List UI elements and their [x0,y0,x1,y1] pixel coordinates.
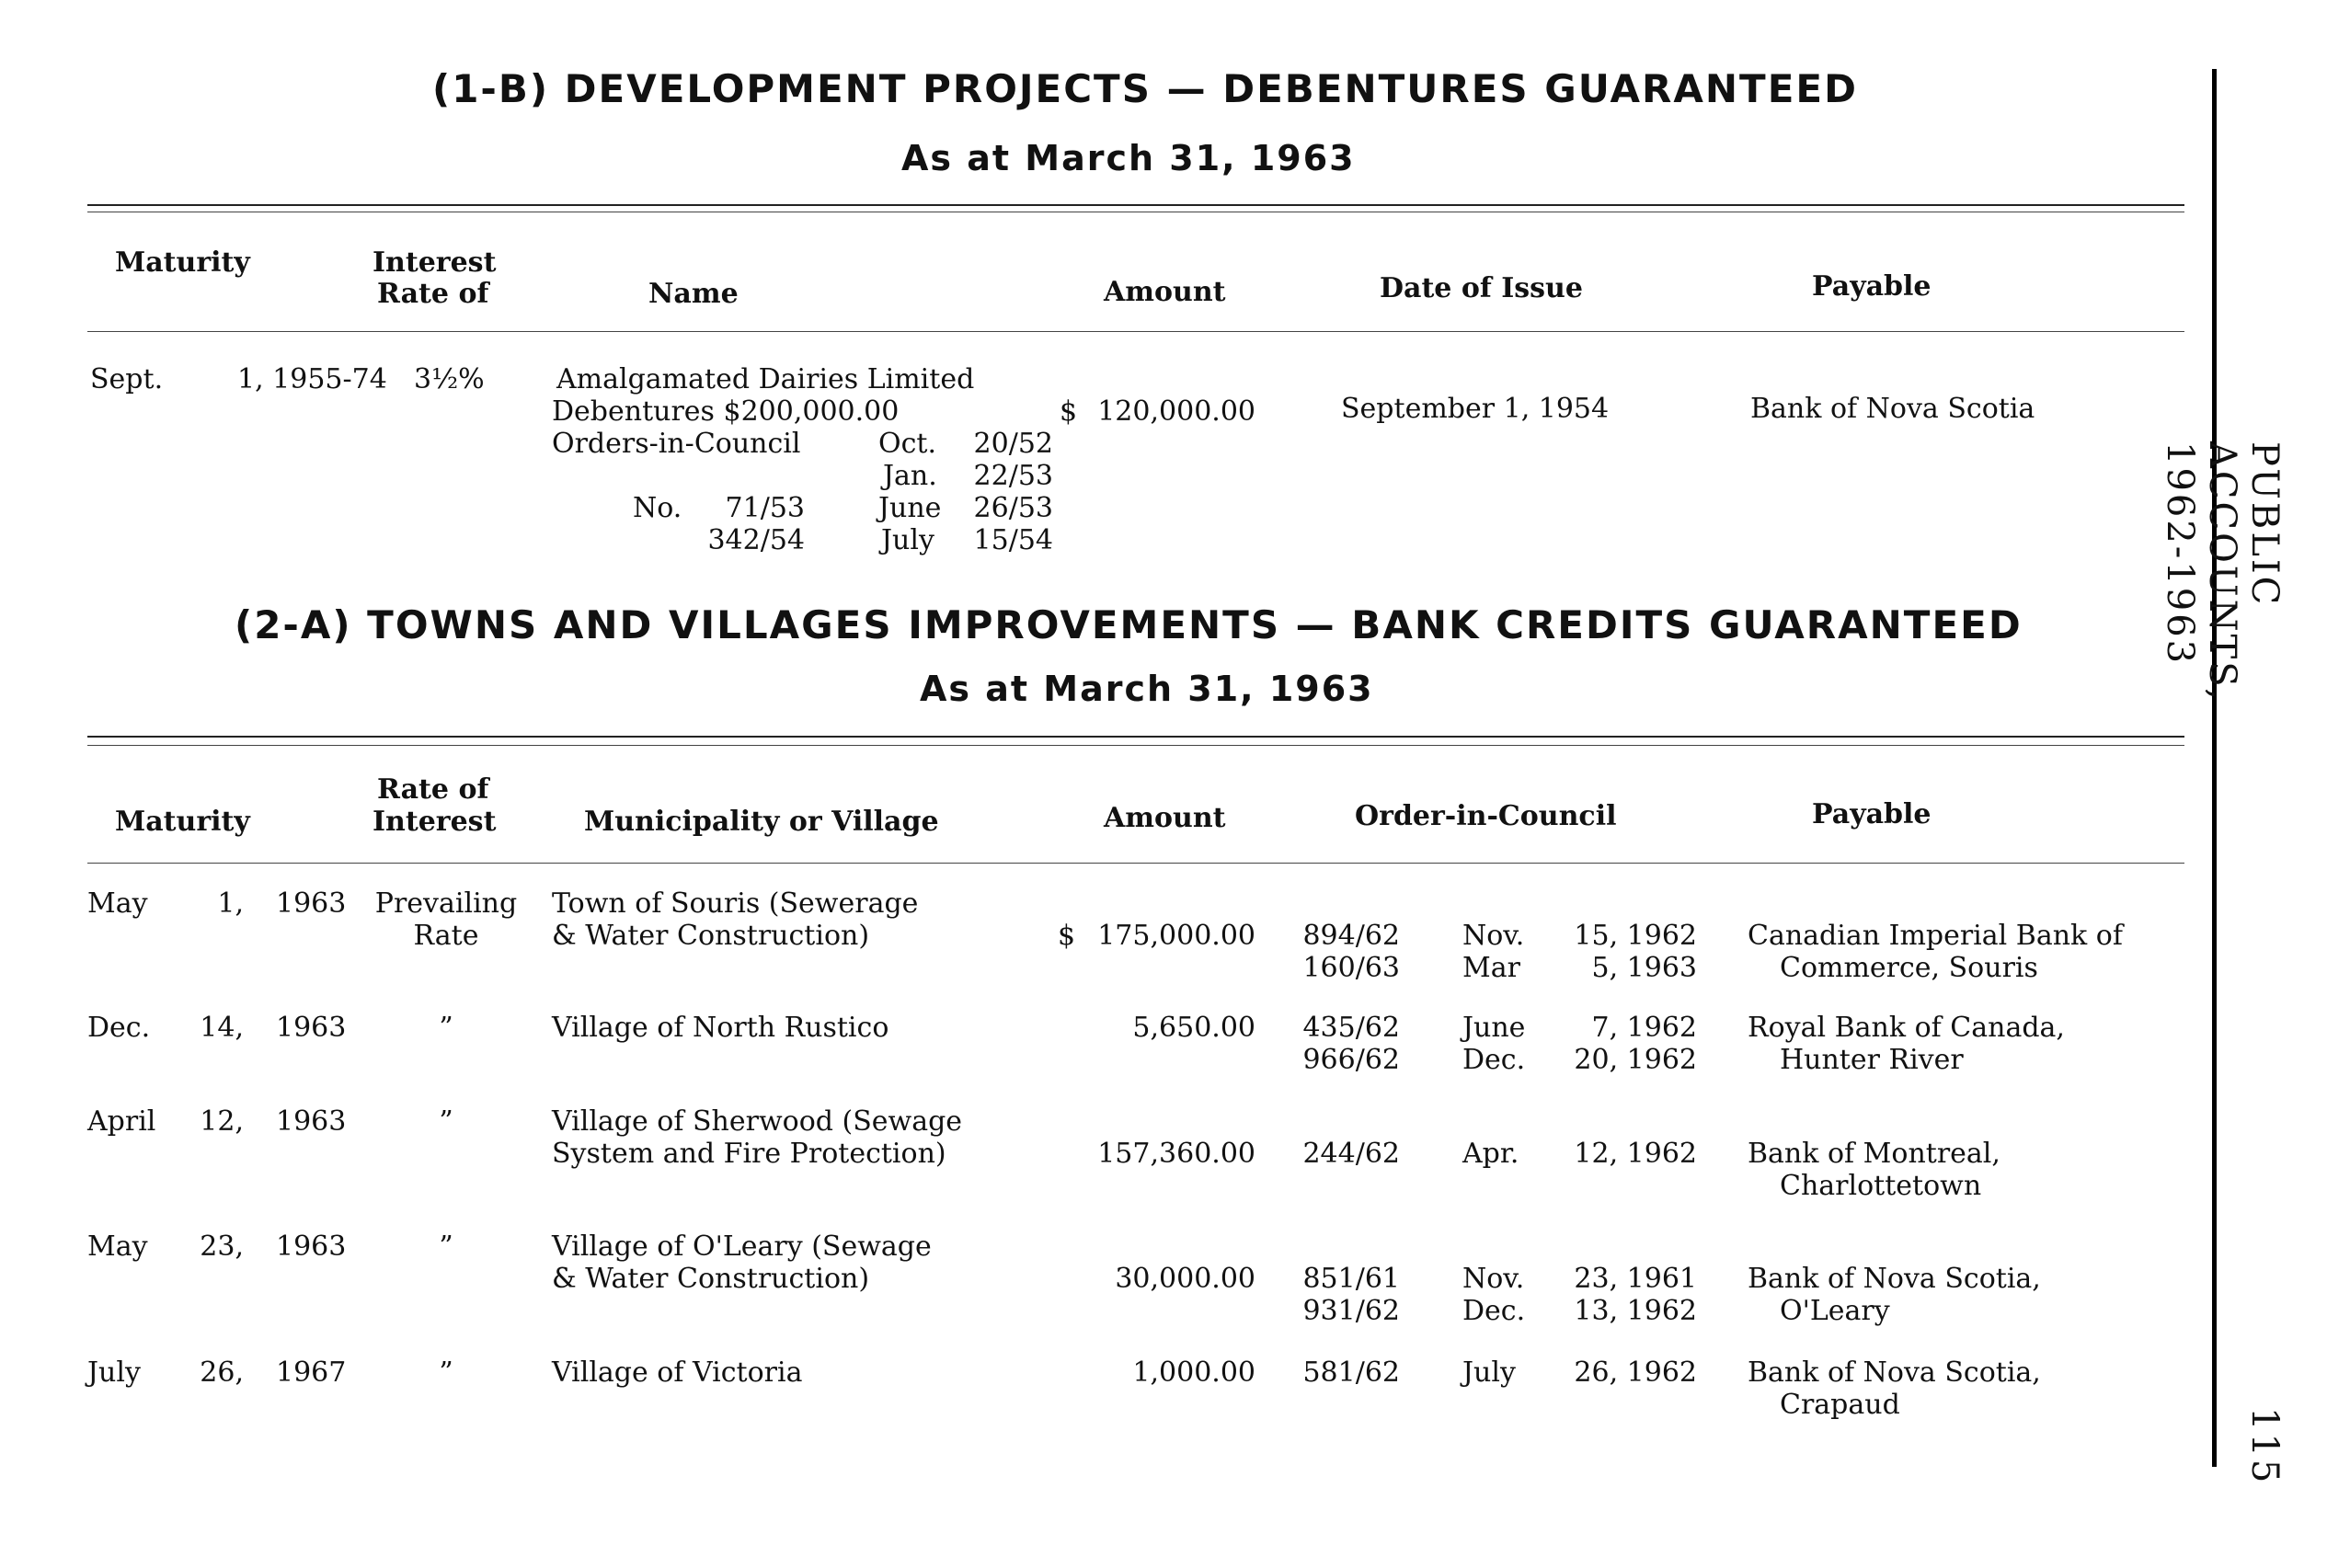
s2-row-day: 26, [200,1356,244,1389]
section2-header-rule [87,863,2184,864]
s2-row-amount: 175,000.00 [1097,920,1255,952]
s2-header-rate-2: Interest [373,806,497,838]
s1-header-payable: Payable [1812,270,1932,303]
s2-row-oic-date: 5, 1963 [1591,952,1697,984]
section2-top-rule-2 [87,745,2184,746]
s2-row-day: 23, [200,1230,244,1263]
s1-oic-month-4: July [881,524,934,556]
s2-row-payable-2: Hunter River [1780,1044,1964,1076]
section2-subtitle: As at March 31, 1963 [920,669,1374,709]
page-number: 115 [2243,1407,2286,1486]
s1-header-interest-2: Rate of [377,278,489,310]
s2-row-amount: 157,360.00 [1097,1138,1255,1170]
right-margin-rule [2212,69,2217,1467]
s2-row-day: 12, [200,1105,244,1138]
s1-row-amount: 120,000.00 [1097,395,1255,428]
s2-row-oic-date: 12, 1962 [1574,1138,1697,1170]
s1-row-rate: 3½% [414,363,485,395]
s1-row-maturity-date: 1, 1955-74 [237,363,387,395]
s2-row-municipality-1: Village of Sherwood (Sewage [552,1105,963,1138]
s2-header-municipality: Municipality or Village [584,806,939,838]
s2-header-amount: Amount [1104,802,1226,834]
s2-row-rate-1: Prevailing [374,887,518,920]
s2-row-oic-date: 26, 1962 [1574,1356,1697,1389]
s2-row-oic-date: 13, 1962 [1574,1295,1697,1327]
s2-row-rate-2: Rate [413,920,479,952]
s2-row-payable-2: O'Leary [1780,1295,1890,1327]
s1-oic-date-2: 22/53 [973,460,1053,492]
s2-row-month: April [87,1105,156,1138]
s2-row-municipality-1: Village of O'Leary (Sewage [552,1230,932,1263]
section1-header-rule [87,331,2184,332]
s2-row-rate-1: ” [439,1105,453,1138]
s2-row-amount: 1,000.00 [1132,1356,1255,1389]
s2-row-municipality-1: Town of Souris (Sewerage [552,887,919,920]
s2-row-year: 1967 [276,1356,347,1389]
s2-row-year: 1963 [276,1012,347,1044]
section2-top-rule [87,736,2184,738]
s2-row-payable-1: Bank of Nova Scotia, [1748,1263,2041,1295]
section1-subtitle: As at March 31, 1963 [901,138,1356,178]
s2-row-oic-date: 7, 1962 [1591,1012,1697,1044]
s2-row-month: May [87,887,148,920]
s1-oic-number-1: 71/53 [725,492,805,524]
s1-oic-date-4: 15/54 [973,524,1053,556]
s2-row-oic-month: Nov. [1462,920,1525,952]
s1-header-amount: Amount [1104,276,1226,308]
s2-row-oic-number: 160/63 [1302,952,1400,984]
section1-title: (1-B) DEVELOPMENT PROJECTS — DEBENTURES GUARANTEED [432,66,1858,111]
s2-row-oic-number: 931/62 [1302,1295,1400,1327]
section1-top-rule [87,204,2184,206]
s2-row-day: 14, [200,1012,244,1044]
section2-title: (2-A) TOWNS AND VILLAGES IMPROVEMENTS — BANK CREDITS GUARANTEED [235,602,2023,647]
s2-row-municipality-2: & Water Construction) [552,1263,870,1295]
s1-row-name-line1: Amalgamated Dairies Limited [556,363,975,395]
s1-oic-month-2: Jan. [883,460,937,492]
s1-row-payable: Bank of Nova Scotia [1750,393,2035,425]
s1-header-maturity: Maturity [115,246,250,279]
s2-row-oic-month: Dec. [1462,1295,1526,1327]
s2-row-amount: 5,650.00 [1132,1012,1255,1044]
s2-row-oic-number: 435/62 [1302,1012,1400,1044]
s2-header-oic: Order-in-Council [1355,800,1617,832]
s2-row-payable-1: Royal Bank of Canada, [1748,1012,2065,1044]
s2-row-payable-2: Crapaud [1780,1389,1900,1421]
s2-row-year: 1963 [276,1105,347,1138]
s2-row-payable-1: Canadian Imperial Bank of [1748,920,2123,952]
s2-header-maturity: Maturity [115,806,250,838]
s1-header-date-of-issue: Date of Issue [1380,272,1583,304]
s2-row-month: Dec. [87,1012,151,1044]
s2-row-year: 1963 [276,1230,347,1263]
s2-row-oic-month: June [1462,1012,1526,1044]
s2-row-oic-number: 966/62 [1302,1044,1400,1076]
s2-row-municipality-1: Village of Victoria [552,1356,803,1389]
s1-oic-month-3: June [878,492,942,524]
s2-row-year: 1963 [276,887,347,920]
s2-row-payable-2: Charlottetown [1780,1170,1982,1202]
s1-row-maturity-month: Sept. [90,363,164,395]
s1-row-name-line2: Debentures $200,000.00 [552,395,900,428]
s2-row-oic-date: 20, 1962 [1574,1044,1697,1076]
s2-row-amount: 30,000.00 [1115,1263,1255,1295]
s2-row-payable-1: Bank of Nova Scotia, [1748,1356,2041,1389]
s2-row-dollar: $ [1058,920,1076,952]
running-head: PUBLIC ACCOUNTS, 1962-1963 [2159,441,2286,703]
s2-row-rate-1: ” [439,1356,453,1389]
s2-row-oic-date: 15, 1962 [1574,920,1697,952]
s2-row-municipality-1: Village of North Rustico [552,1012,889,1044]
s1-oic-date-1: 20/52 [973,428,1053,460]
s1-oic-date-3: 26/53 [973,492,1053,524]
s2-row-payable-1: Bank of Montreal, [1748,1138,2000,1170]
s2-row-oic-month: July [1462,1356,1516,1389]
s2-row-oic-number: 581/62 [1302,1356,1400,1389]
s2-row-payable-2: Commerce, Souris [1780,952,2038,984]
s2-row-oic-date: 23, 1961 [1574,1263,1697,1295]
s1-oic-no-label: No. [633,492,682,524]
s1-row-date-of-issue: September 1, 1954 [1341,393,1610,425]
s1-oic-month-1: Oct. [878,428,936,460]
s2-header-rate-1: Rate of [377,773,489,806]
s2-row-rate-1: ” [439,1230,453,1263]
s2-row-month: July [87,1356,141,1389]
s1-oic-number-2: 342/54 [707,524,805,556]
s2-row-municipality-2: & Water Construction) [552,920,870,952]
s2-row-oic-month: Mar [1462,952,1520,984]
s2-row-day: 1, [217,887,244,920]
s2-row-rate-1: ” [439,1012,453,1044]
s2-header-payable: Payable [1812,798,1932,830]
s1-row-name-line3: Orders-in-Council [552,428,801,460]
s2-row-month: May [87,1230,148,1263]
s2-row-oic-month: Apr. [1462,1138,1519,1170]
s2-row-oic-number: 894/62 [1302,920,1400,952]
s1-header-interest-1: Interest [373,246,497,279]
s2-row-oic-number: 244/62 [1302,1138,1400,1170]
s2-row-municipality-2: System and Fire Protection) [552,1138,946,1170]
s2-row-oic-month: Dec. [1462,1044,1526,1076]
s2-row-oic-month: Nov. [1462,1263,1525,1295]
s1-row-dollar: $ [1060,395,1078,428]
s2-row-oic-number: 851/61 [1302,1263,1400,1295]
s1-header-name: Name [648,278,739,310]
